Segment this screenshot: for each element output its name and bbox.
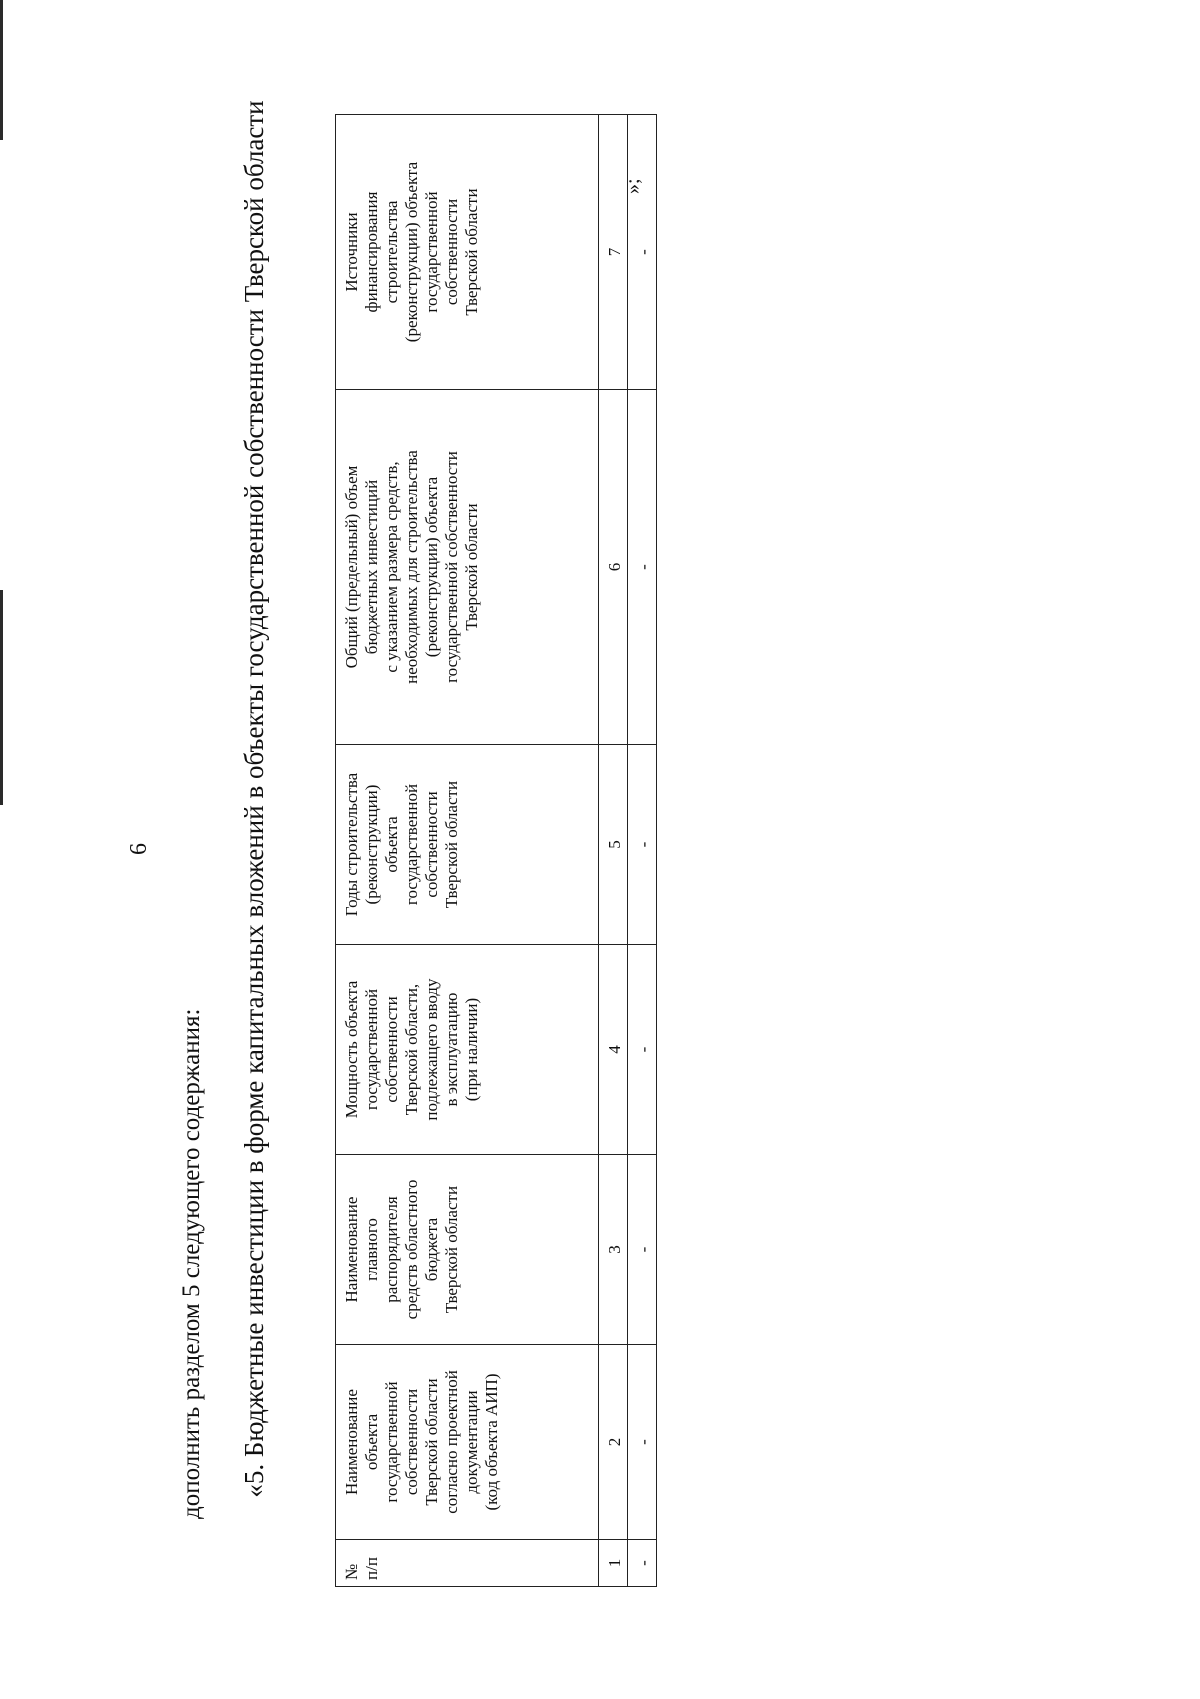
section-title: «5. Бюджетные инвестиции в форме капитальных вложений в объекты государственной собственности Тверской области	[239, 100, 269, 1498]
investment-table	[335, 114, 657, 1587]
table-row	[628, 115, 657, 1587]
column-number: 7	[599, 115, 628, 390]
table-cell: -	[628, 745, 657, 945]
header-cell: Наименование главного распорядителя средств областного бюджета Тверской области	[336, 1155, 599, 1345]
page-number: 6	[126, 843, 152, 855]
header-cell: Наименование объекта государственной собственности Тверской области согласно проектной документации (код объекта АИП)	[336, 1345, 599, 1540]
header-cell: Источники финансирования строительства (реконструкции) объекта государственной собственности Тверской области	[336, 115, 599, 390]
table-cell: -	[628, 945, 657, 1155]
header-cell: Мощность объекта государственной собственности Тверской области, подлежащего вводу в эксплуатацию (при наличии)	[336, 945, 599, 1155]
table-cell: -	[628, 1155, 657, 1345]
column-number: 3	[599, 1155, 628, 1345]
table-header-row	[336, 115, 599, 1587]
column-number: 5	[599, 745, 628, 945]
table-cell: -	[628, 1345, 657, 1540]
table-cell: -	[628, 390, 657, 745]
header-cell: Общий (предельный) объем бюджетных инвестиций с указанием размера средств, необходимых для строительства (реконструкции) объекта государственной собственности Тверской области	[336, 390, 599, 745]
column-number: 2	[599, 1345, 628, 1540]
column-number: 6	[599, 390, 628, 745]
table-cell: -	[628, 115, 657, 390]
header-cell: № п/п	[336, 1540, 599, 1587]
table-cell: -	[628, 1540, 657, 1587]
table-number-row	[599, 115, 628, 1587]
closing-quote: »;	[622, 178, 644, 194]
column-number: 1	[599, 1540, 628, 1587]
column-number: 4	[599, 945, 628, 1155]
header-cell: Годы строительства (реконструкции) объекта государственной собственности Тверской области	[336, 745, 599, 945]
intro-text: дополнить разделом 5 следующего содержания:	[178, 1008, 205, 1519]
